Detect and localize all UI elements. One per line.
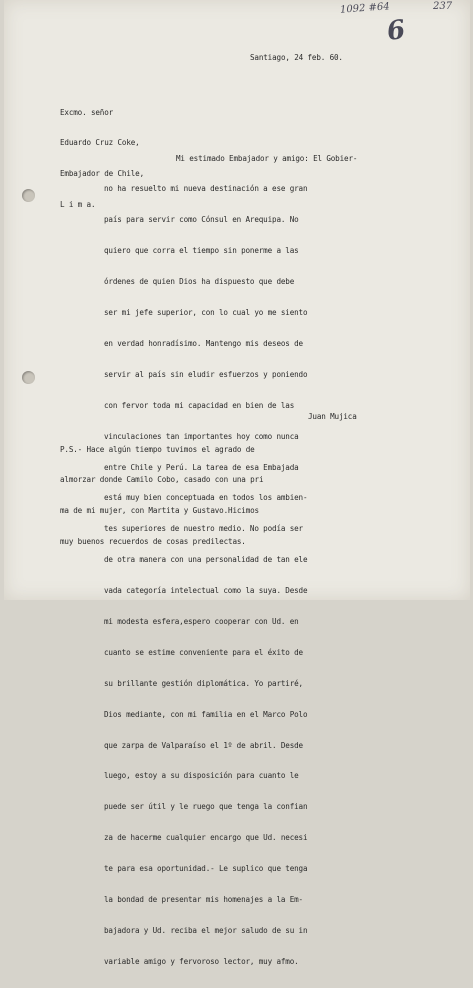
- body-line: cuanto se estime conveniente para el éxito de: [104, 647, 303, 657]
- body-line: variable amigo y fervoroso lector, muy afmo.: [104, 956, 299, 966]
- recipient-line: Eduardo Cruz Coke,: [60, 138, 140, 148]
- recipient-line: L i m a.: [60, 200, 96, 210]
- postscript-line: ma de mi mujer, con Martita y Gustavo.Hicimos: [60, 506, 259, 516]
- postscript-line: almorzar donde Camilo Cobo, casado con una pri: [60, 475, 264, 485]
- body-line: su brillante gestión diplomática. Yo partiré,: [104, 678, 303, 688]
- body-line: bajadora y Ud. reciba el mejor saludo de su in: [104, 925, 308, 935]
- body-line: tes superiores de nuestro medio. No podía ser: [104, 524, 303, 534]
- recipient-line: Embajador de Chile,: [60, 169, 145, 179]
- signature: Juan Mujica: [308, 412, 357, 421]
- body-line: no ha resuelto mi nueva destinación a ese gran: [104, 184, 308, 194]
- body-line: la bondad de presentar mis homenajes a la Em-: [104, 894, 303, 904]
- body-line: te para esa oportunidad.- Le suplico que tenga: [104, 864, 308, 874]
- body-line: de otra manera con una personalidad de tan ele: [104, 555, 308, 565]
- body-line: está muy bien conceptuada en todos los ambien-: [104, 493, 308, 503]
- body-line: que zarpa de Valparaíso el 1º de abril. Desde: [104, 740, 303, 750]
- body-line: ser mi jefe superior, con lo cual yo me siento: [104, 308, 308, 318]
- postscript-line: P.S.- Hace algún tiempo tuvimos el agrado de: [60, 444, 255, 454]
- body-line: luego, estoy a su disposición para cuanto le: [104, 771, 299, 781]
- body-line: Mi estimado Embajador y amigo: El Gobier-: [176, 153, 358, 163]
- body-line: mi modesta esfera,espero cooperar con Ud. en: [104, 616, 299, 626]
- postscript-line: muy buenos recuerdos de cosas predilectas.: [60, 537, 246, 547]
- body-line: entre Chile y Perú. La tarea de esa Embajada: [104, 462, 299, 472]
- body-line: país para servir como Cónsul en Arequipa. No: [104, 215, 299, 225]
- body-line: za de hacerme cualquier encargo que Ud. necesi: [104, 833, 308, 843]
- body-line: en verdad honradísimo. Mantengo mis deseos de: [104, 338, 303, 348]
- recipient-line: Excmo. señor: [60, 107, 114, 117]
- body-line: quiero que corra el tiempo sin ponerme a las: [104, 246, 299, 256]
- body-line: vinculaciones tan importantes hoy como nunca: [104, 431, 299, 441]
- handwritten-mark: 6: [385, 14, 408, 48]
- postscript: [60, 424, 263, 568]
- body-line: con fervor toda mi capacidad en bien de las: [104, 400, 295, 410]
- body-line: servir al país sin eludir esfuerzos y poniendo: [104, 369, 308, 379]
- page-number: 237: [433, 1, 453, 12]
- punch-hole-bottom: [22, 371, 35, 384]
- archive-reference: 1092 #64: [339, 1, 391, 16]
- letter-page: [4, 0, 470, 966]
- body-line: vada categoría intelectual como la suya. Desde: [104, 586, 308, 596]
- punch-hole-top: [22, 189, 35, 202]
- body-line: Dios mediante, con mi familia en el Marco Polo: [104, 709, 308, 719]
- body-line: puede ser útil y le ruego que tenga la confian: [104, 802, 308, 812]
- body-line: órdenes de quien Dios ha dispuesto que debe: [104, 277, 295, 287]
- place-date: Santiago, 24 feb. 60.: [250, 53, 343, 62]
